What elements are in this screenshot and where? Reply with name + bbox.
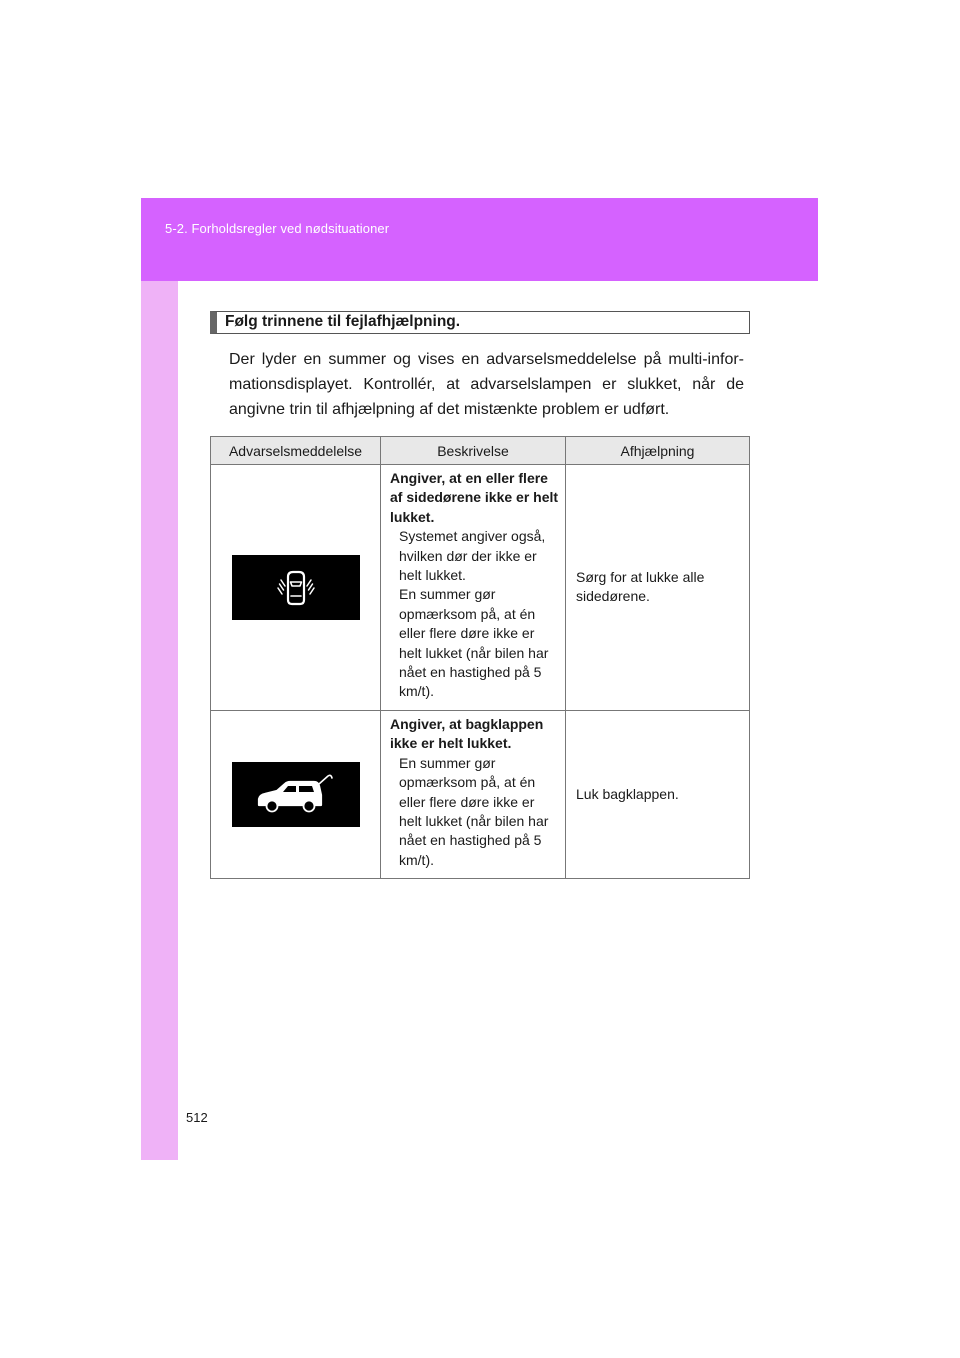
section-title: Følg trinnene til fejlafhjælpning. xyxy=(210,311,750,334)
table-row xyxy=(211,465,750,711)
description-detail: En summer gør opmærksom på, at én eller flere døre ikke er helt lukket (når bilen har nået en hastighed på 5 km/t). xyxy=(399,754,549,868)
table-row xyxy=(211,710,750,878)
table-header-cell: Beskrivelse xyxy=(381,437,566,465)
description-heading: Angiver, at en eller flere af sidedørene ikke er helt lukket. xyxy=(390,470,559,525)
door-open-warning-icon xyxy=(232,555,360,620)
chapter-header-bar xyxy=(141,198,818,281)
remedy-cell: Luk bagklappen. xyxy=(566,710,750,878)
chapter-header-text: 5-2. Forholdsregler ved nødsituationer xyxy=(165,221,390,236)
warning-icon-cell xyxy=(211,465,381,711)
table-header-row xyxy=(211,437,750,465)
table-header-cell: Advarselsmeddelelse xyxy=(211,437,381,465)
description-heading: Angiver, at bagklappen ikke er helt lukket. xyxy=(390,715,544,752)
description-detail: Systemet angiver også, hvilken dør der ikke er helt lukket. xyxy=(399,528,546,584)
description-cell xyxy=(381,465,566,711)
warning-table xyxy=(210,436,750,879)
side-band xyxy=(141,198,178,1160)
description-detail: En summer gør opmærksom på, at én eller flere døre ikke er helt lukket (når bilen har nået en hastighed på 5 km/t). xyxy=(399,586,549,700)
intro-paragraph: Der lyder en summer og vises en advarselsmeddelelse på multi-informationsdisplayet. Kontrollér, at advarselslampen er slukket, når de angivne trin til afhjælpning af det mistænkte problem er udført. xyxy=(229,351,744,418)
back-door-open-warning-icon xyxy=(232,762,360,827)
description-cell xyxy=(381,710,566,878)
warning-icon-cell xyxy=(211,710,381,878)
table-header-cell: Afhjælpning xyxy=(566,437,750,465)
remedy-cell: Sørg for at lukke alle sidedørene. xyxy=(566,465,750,711)
page-number: 512 xyxy=(186,1110,208,1125)
